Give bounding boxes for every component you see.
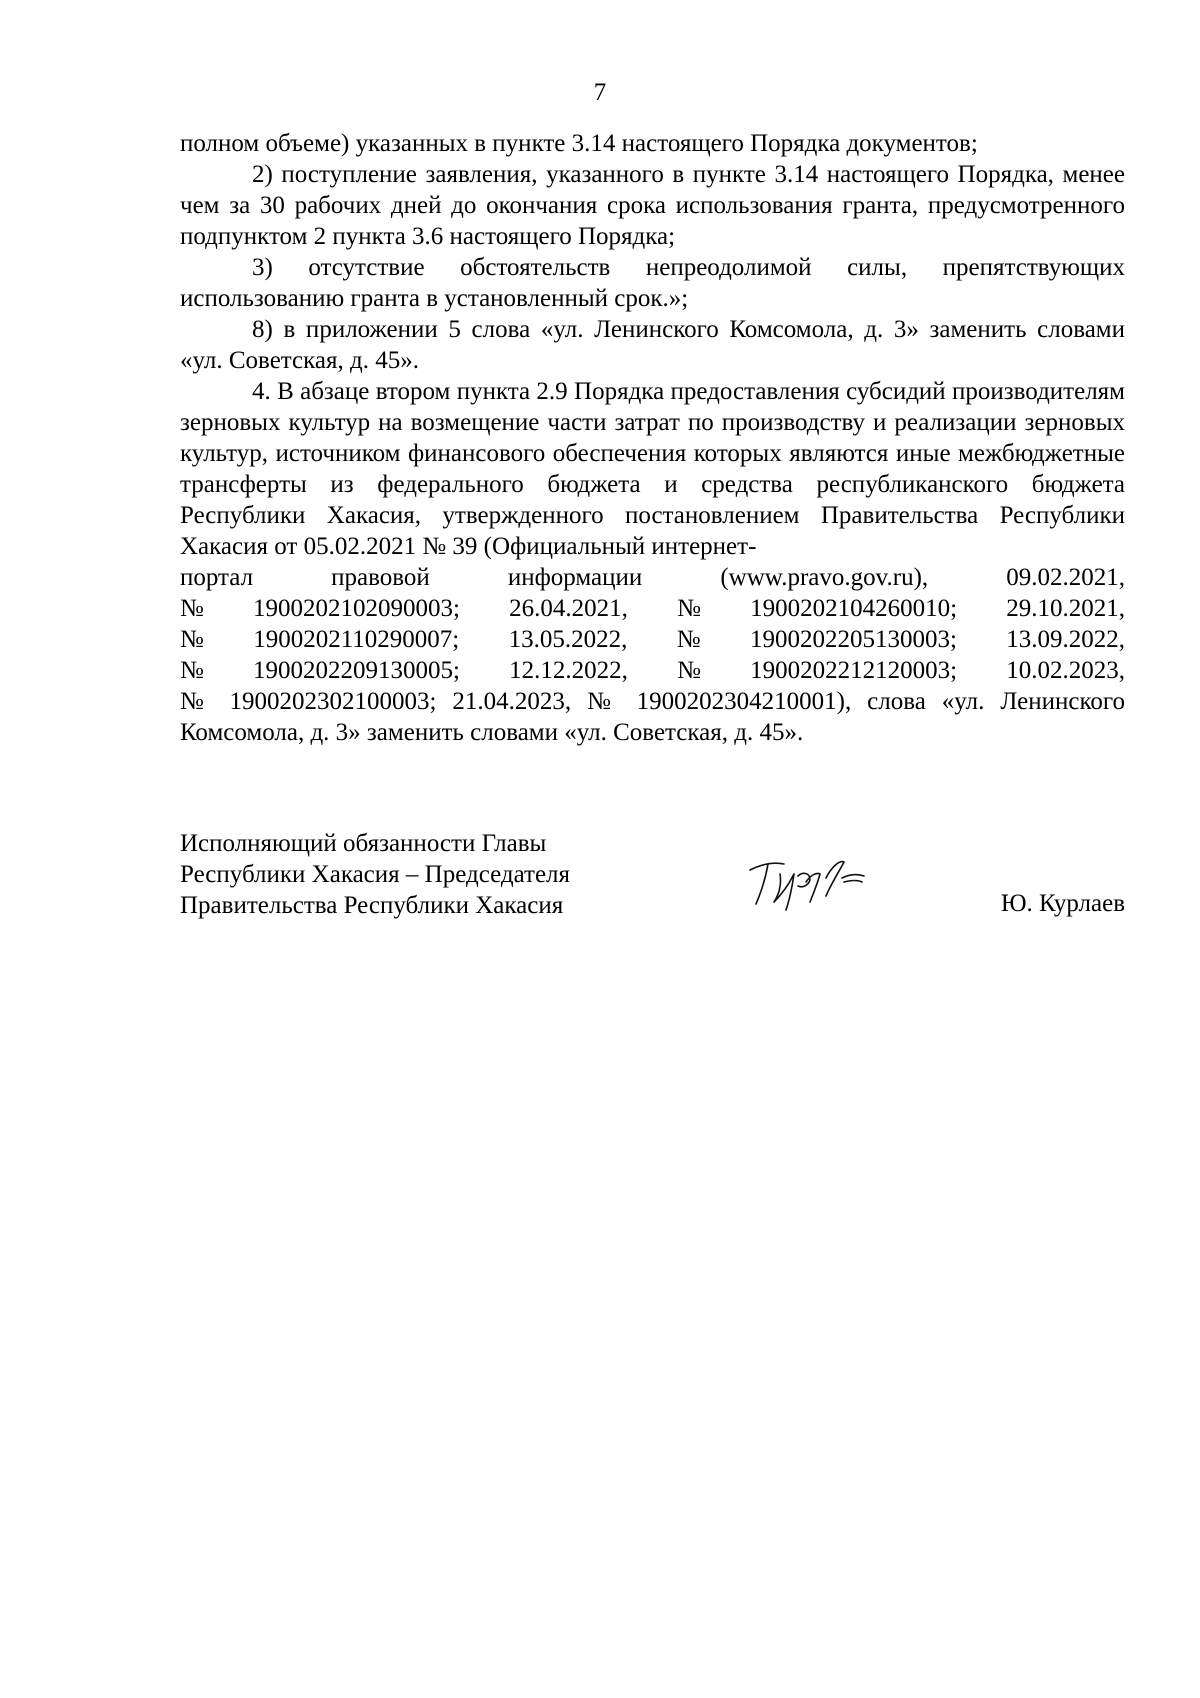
signatory-title-line: Правительства Республики Хакасия	[180, 892, 564, 919]
signer-name: Ю. Курлаев	[1000, 890, 1125, 917]
text-fragment: (www.pravo.gov.ru),	[720, 564, 929, 591]
text-fragment: 12.12.2022,	[509, 657, 628, 684]
paragraph-point-4: 4. В абзаце втором пункта 2.9 Порядка предоставления субсидий производителям зерновых культур на возмещение части затрат по производству и реализации зерновых культур, источником финансового обеспечения которых являются иные межбюджетные трансферты из федерального бюджета и средства республиканского бюджета Республики Хакасия, утвержденного постановлением Правительства Республики Хакасия от 05.02.2021 № 39 (Официальный интернет-	[180, 378, 1125, 560]
text-fragment: №	[677, 657, 701, 684]
text-fragment: 1900202102090003;	[253, 595, 460, 622]
text-fragment: информации	[507, 564, 643, 591]
text-fragment: 1900202209130005;	[253, 657, 460, 684]
text-fragment: 1900202110290007;	[253, 626, 460, 653]
text-fragment: №	[180, 595, 204, 622]
paragraph-point-4-reference-line	[180, 655, 1125, 686]
text-fragment: №	[677, 595, 701, 622]
text-fragment: портал	[180, 564, 254, 591]
text-fragment: 1900202212120003;	[750, 657, 958, 684]
document-body	[180, 128, 1125, 748]
paragraph-item-3: 3) отсутствие обстоятельств непреодолимой силы, препятствующих использованию гранта в установленный срок.»;	[180, 254, 1125, 312]
text-fragment: 29.10.2021,	[1006, 595, 1125, 622]
paragraph-point-4-tail: № 1900202302100003; 21.04.2023, № 1900202304210001), слова «ул. Ленинского Комсомола, д. 3» заменить словами «ул. Советская, д. 45».	[180, 688, 1125, 746]
paragraph-item-2: 2) поступление заявления, указанного в пункте 3.14 настоящего Порядка, менее чем за 30 рабочих дней до окончания срока использования гранта, предусмотренного подпунктом 2 пункта 3.6 настоящего Порядка;	[180, 161, 1125, 250]
paragraph-continuation: полном объеме) указанных в пункте 3.14 настоящего Порядка документов;	[180, 130, 978, 157]
paragraph-point-4-portal-line	[180, 562, 1125, 593]
page-number: 7	[593, 79, 607, 106]
text-fragment: 1900202104260010;	[750, 595, 958, 622]
text-fragment: №	[676, 626, 701, 653]
text-fragment: правовой	[331, 564, 430, 591]
text-fragment: 13.05.2022,	[508, 626, 628, 653]
signatory-title	[180, 828, 570, 921]
paragraph-item-8: 8) в приложении 5 слова «ул. Ленинского Комсомола, д. 3» заменить словами «ул. Советская, д. 45».	[180, 316, 1125, 374]
text-fragment: 26.04.2021,	[509, 595, 628, 622]
signatory-title-line: Исполняющий обязанности Главы	[180, 830, 547, 857]
text-fragment: 13.09.2022,	[1006, 626, 1125, 653]
paragraph-point-4-reference-line	[180, 593, 1125, 624]
paragraph-point-4-reference-line	[180, 624, 1125, 655]
text-fragment: 10.02.2023,	[1006, 657, 1125, 684]
text-fragment: №	[180, 657, 204, 684]
handwritten-signature	[740, 852, 870, 912]
text-fragment: №	[180, 626, 204, 653]
signatory-title-line: Республики Хакасия – Председателя	[180, 861, 571, 888]
text-fragment: 1900202205130003;	[749, 626, 957, 653]
text-fragment: 09.02.2021,	[1006, 564, 1125, 591]
